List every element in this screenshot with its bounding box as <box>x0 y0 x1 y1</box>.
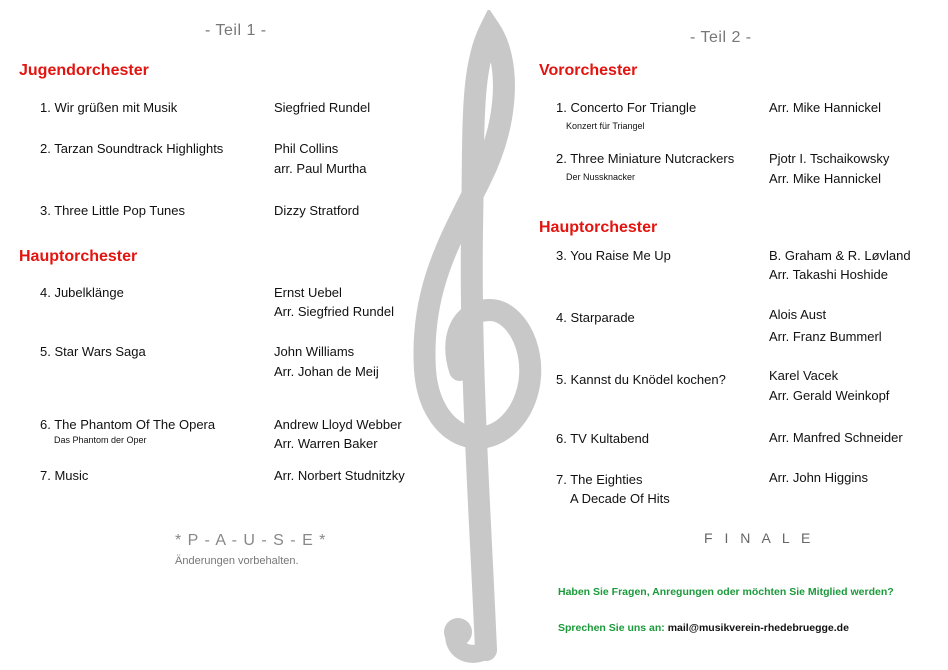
program-item-title: 3. You Raise Me Up <box>556 248 671 263</box>
treble-clef-icon <box>400 10 560 670</box>
section-jugendorchester: Jugendorchester <box>19 62 149 79</box>
program-item-arranger: Arr. Warren Baker <box>274 436 378 451</box>
pause-label: * P - A - U - S - E * <box>175 532 327 549</box>
program-item-title: 2. Three Miniature Nutcrackers <box>556 151 735 166</box>
finale-label: F I N A L E <box>704 530 815 546</box>
contact-line <box>558 622 849 634</box>
program-item-composer: Ernst Uebel <box>274 285 342 300</box>
program-item-title: 2. Tarzan Soundtrack Highlights <box>40 141 224 156</box>
program-item-composer: Dizzy Stratford <box>274 203 360 218</box>
contact-question: Haben Sie Fragen, Anregungen oder möchten Sie Mitglied werden? <box>558 586 894 598</box>
program-item-title: 4. Starparade <box>556 310 635 325</box>
section-hauptorchester: Hauptorchester <box>19 248 138 265</box>
program-item-composer: Karel Vacek <box>769 368 839 383</box>
program-item-composer: B. Graham & R. Løvland <box>769 248 911 263</box>
program-item-arranger: Arr. Franz Bummerl <box>769 329 882 344</box>
program-item-title-line2: A Decade Of Hits <box>570 491 670 506</box>
program-item-arranger: Arr. Mike Hannickel <box>769 171 881 186</box>
program-item-arranger: arr. Paul Murtha <box>274 161 367 176</box>
program-item-subtitle: Das Phantom der Oper <box>54 435 147 445</box>
teil1-heading: - Teil 1 - <box>205 22 267 39</box>
program-item-composer: Andrew Lloyd Webber <box>274 417 402 432</box>
program-item-title: 4. Jubelklänge <box>40 285 124 300</box>
program-item-composer: Phil Collins <box>274 141 339 156</box>
section-hauptorchester: Hauptorchester <box>539 219 658 236</box>
teil2-heading: - Teil 2 - <box>690 29 752 46</box>
program-item-subtitle: Konzert für Triangel <box>566 121 645 131</box>
program-item-composer: Alois Aust <box>769 307 827 322</box>
program-item-arranger: Arr. Mike Hannickel <box>769 100 881 115</box>
program-item-title: 5. Kannst du Knödel kochen? <box>556 372 726 387</box>
program-item-title: 1. Concerto For Triangle <box>556 100 697 115</box>
program-item-title: 6. The Phantom Of The Opera <box>40 417 216 432</box>
program-item-subtitle: Der Nussknacker <box>566 172 636 182</box>
program-item-arranger: Arr. Gerald Weinkopf <box>769 388 890 403</box>
changes-note: Änderungen vorbehalten. <box>175 555 299 567</box>
program-item-composer: Pjotr I. Tschaikowsky <box>769 151 890 166</box>
program-item-title: 7. The Eighties <box>556 472 643 487</box>
program-item-title: 5. Star Wars Saga <box>40 344 146 359</box>
program-item-composer: John Williams <box>274 344 355 359</box>
program-item-title: 6. TV Kultabend <box>556 431 649 446</box>
section-vororchester: Vororchester <box>539 62 638 79</box>
program-item-arranger: Arr. John Higgins <box>769 470 868 485</box>
program-item-composer: Siegfried Rundel <box>274 100 371 115</box>
program-item-arranger: Arr. Norbert Studnitzky <box>274 468 405 483</box>
program-item-title: 3. Three Little Pop Tunes <box>40 203 186 218</box>
program-item-arranger: Arr. Manfred Schneider <box>769 430 903 445</box>
program-item-title: 7. Music <box>40 468 89 483</box>
program-item-title: 1. Wir grüßen mit Musik <box>40 100 178 115</box>
program-item-arranger: Arr. Takashi Hoshide <box>769 267 888 282</box>
contact-email-link[interactable]: mail@musikverein-rhedebruegge.de <box>667 622 849 634</box>
contact-prefix: Sprechen Sie uns an: <box>558 622 665 634</box>
program-item-arranger: Arr. Siegfried Rundel <box>274 304 394 319</box>
program-item-arranger: Arr. Johan de Meij <box>274 364 379 379</box>
